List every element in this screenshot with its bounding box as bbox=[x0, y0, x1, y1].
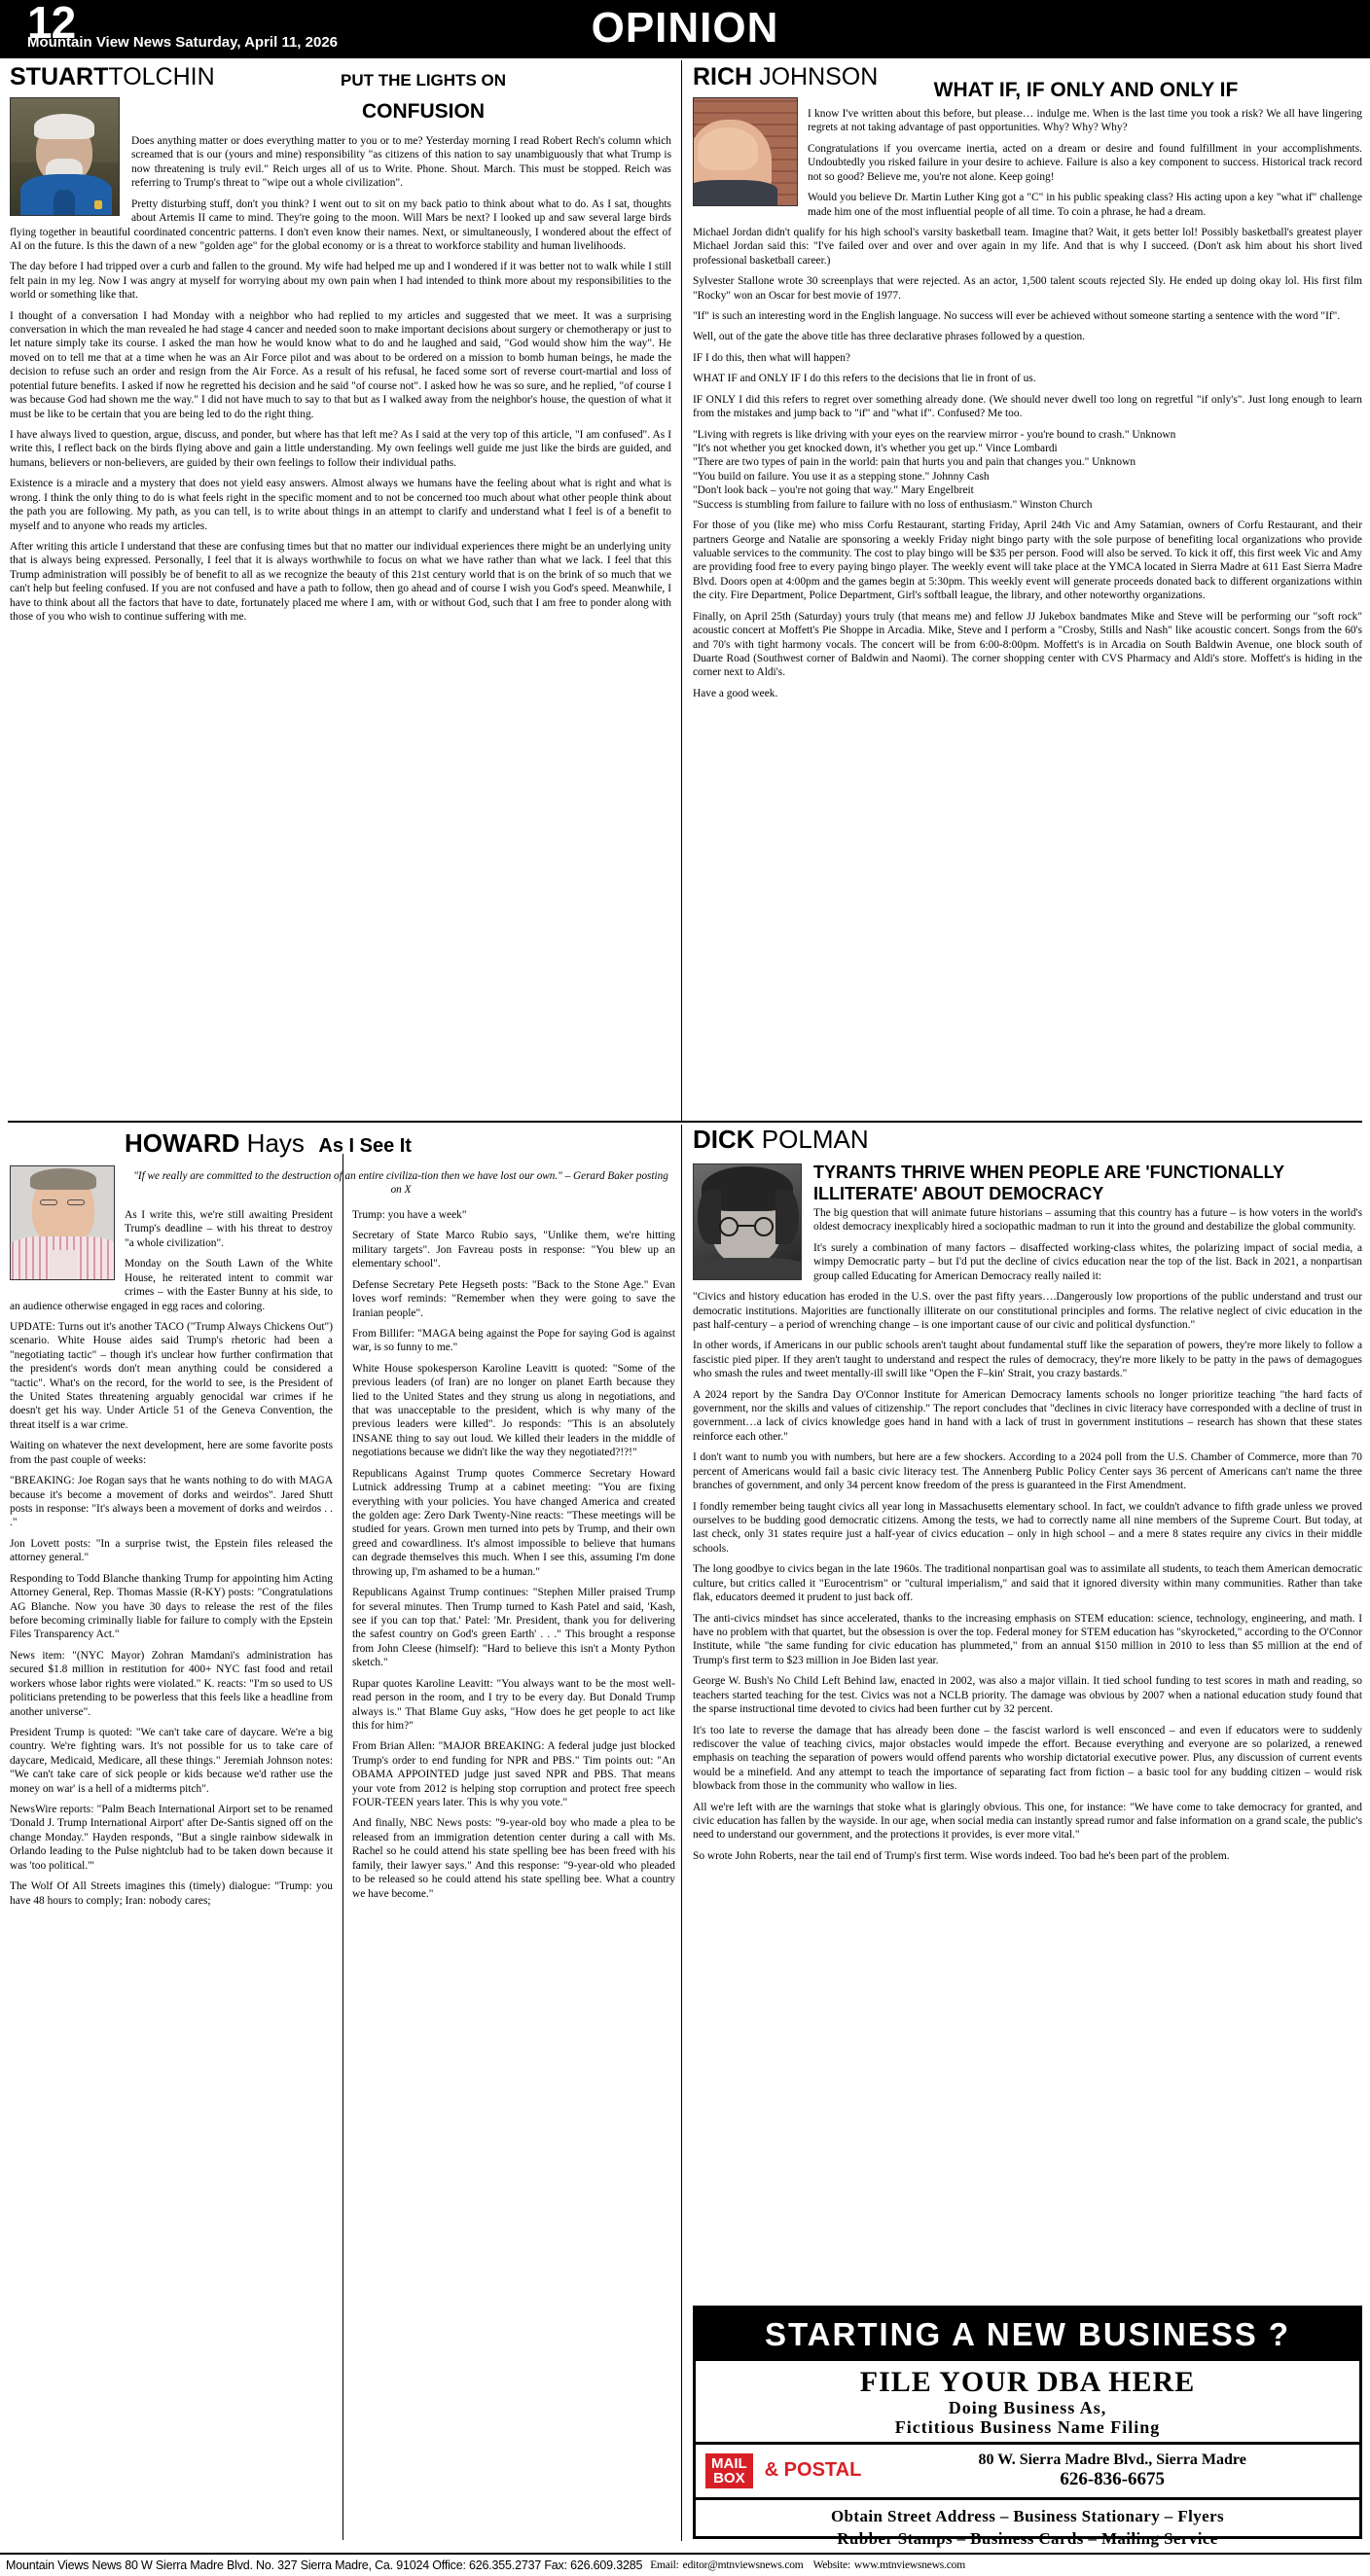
dick-para-3: In other words, if Americans in our public schools aren't taught about fundamental stuff like the separation of powers, they're more likely to follow a fascistic pied piper. If they aren't taught to understand and respect the rules of democracy, they're more likely to be patty in the paws of demagogues who smash the rules and tweet mentally-ill swill like "Open the F–kin' Strait, you crazy bastards." bbox=[693, 1340, 1362, 1380]
howard-left-6: Responding to Todd Blanche thanking Trump for appointing him Acting Attorney General, Rep. Thomas Massie (R-KY) posts: "Congratulations AG Blanche. Now you have 30 days to release the rest of the files before becoming criminally liable for failure to comply with the Epstein Files Transparency Act." bbox=[10, 1572, 333, 1641]
howard-epigraph: "If we really are committed to the destruction of an entire civiliza-tion then we have lost our own." – Gerard Baker posting on X bbox=[133, 1170, 668, 1196]
dba-advertisement[interactable] bbox=[693, 2306, 1362, 2548]
howard-left-4: "BREAKING: Joe Rogan says that he wants nothing to do with MAGA because it's become a movement of dorks and weirdos". Jared Shutt posts in response: "It's always been a movement of dorks and weirdos . . ." bbox=[10, 1475, 333, 1529]
ad-address: 80 W. Sierra Madre Blvd., Sierra Madre bbox=[978, 2451, 1246, 2468]
ad-contact-row bbox=[696, 2445, 1359, 2500]
howard-right-2: Defense Secretary Pete Hegseth posts: "Back to the Stone Age." Evan loves worf reminds: "Remember when they were going to save the Iranian people". bbox=[352, 1278, 675, 1319]
stuart-para-4: I have always lived to question, argue, discuss, and ponder, but where has that left me? As I said at the very top of this article, "I am confused". As I write this, I reflect back on the birds flying above and gain a little understanding. My own feelings well guide me just like the birds are guided, and humans, believers or non-believers, are guided by their own feelings to follow their individual paths. bbox=[10, 429, 671, 469]
ad-services-line1: Obtain Street Address – Business Stationary – Flyers bbox=[830, 2506, 1225, 2525]
publication-date-line: Mountain View News Saturday, April 11, 2026 bbox=[27, 34, 338, 51]
byline-stuart-last: TOLCHIN bbox=[108, 63, 215, 90]
rich-quote-0: "Living with regrets is like driving with your eyes on the rearview mirror - you're bound to crash." Unknown bbox=[693, 428, 1176, 441]
dick-para-9: George W. Bush's No Child Left Behind law, enacted in 2002, was also a major villain. It tied school funding to test scores in math and reading, so teachers started teaching for the test. Civics was not a NCLB priority. The damage was obvious by 2007 when a national education study found that the sparse instructional time devoted to civics had been further cut by 32 percent. bbox=[693, 1675, 1362, 1716]
rich-quote-1: "It's not whether you get knocked down, it's whether you get up." Vince Lombardi bbox=[693, 443, 1058, 455]
rich-quote-3: "You build on failure. You use it as a stepping stone." Johnny Cash bbox=[693, 470, 990, 483]
footer-bar bbox=[0, 2553, 1370, 2576]
ad-postal-label: & POSTAL bbox=[764, 2459, 862, 2482]
column-dick-polman bbox=[693, 1127, 1362, 2284]
column-rich-johnson bbox=[693, 64, 1362, 1115]
dick-para-1: It's surely a combination of many factors – disaffected working-class whites, the polarizing impact of social media, a wimpy Democratic party – but I'd put the decline of civics education near the top of the list. Back in 2021, a nonpartisan group called Educating for American Democracy really nailed it: bbox=[813, 1241, 1362, 1282]
byline-dick-first: DICK bbox=[693, 1125, 755, 1154]
howard-right-0: Trump: you have a week" bbox=[352, 1209, 467, 1221]
rich-para-6: Well, out of the gate the above title has three declarative phrases followed by a question. bbox=[693, 331, 1085, 343]
howard-left-3: Waiting on whatever the next development, here are some favorite posts from the past couple of weeks: bbox=[10, 1440, 333, 1466]
howard-right-9: And finally, NBC News posts: "9-year-old boy who made a plea to be released from an immigration detention center during a call with Ms. Rachel so he could attend his state spelling bee has been freed with his family, their lawyer says." And this response: "9-year-old who pleaded to be released so he could attend his state spelling bee. What a country we have become." bbox=[352, 1817, 675, 1900]
ad-dba-line3: Fictitious Business Name Filing bbox=[894, 2417, 1161, 2438]
headline-stuart-line2: CONFUSION bbox=[362, 100, 485, 123]
rich-closing-0: For those of you (like me) who miss Corfu Restaurant, starting Friday, April 24th Vic and Amy Satamian, owners of Corfu Restaurant, and their partners George and Natalie are sponsoring a weekly Friday night bingo party with the sole purpose of benefiting local organizations who provide valuable services to the community. The cost to play bingo will be $35 per person. Food will also be served. To kick it off, this first week Vic and Amy are providing food free to every paying bingo player. The weekly event will take place at the YMCA located in Sierra Madre at 611 East Sierra Madre Blvd. Doors open at 4:00pm and the games begin at 5:30pm. This weekly event will generate proceeds donated back to different organizations within the city. Fire Department, Police Department, Girl's softball league, the library, and other noteworthy organizations. bbox=[693, 519, 1362, 602]
ad-dba-line2: Doing Business As, bbox=[948, 2397, 1107, 2417]
dick-para-2: "Civics and history education has eroded in the U.S. over the past fifty years….Dangerously low proportions of the public understand and trust our democratic institutions. Majorities are functionally illiterate on our constitutional principles and forms. The relative neglect of civic education in the past half-century – a period of wrenching change – is one important cause of our civic and political dysfunction." bbox=[693, 1291, 1362, 1331]
stuart-body bbox=[10, 134, 671, 631]
footer-website[interactable]: www.mtnviewsnews.com bbox=[853, 2559, 965, 2571]
ad-services-line2: Rubber Stamps – Business Cards – Mailing Service bbox=[837, 2528, 1218, 2548]
howard-right-6: Republicans Against Trump continues: "Stephen Miller praised Trump for several minutes. Then Trump turned to Kash Patel and said, 'Kash, see if you can top that.' Patel: 'Mr. President, thank you for delivering the safest country on God's green Earth' . . ." This brought a response from John Cleese (himself): "Hard to believe this isn't a Monty Python sketch." bbox=[352, 1587, 675, 1669]
stuart-para-0: Does anything matter or does everything matter to you or to me? Yesterday morning I read Robert Rech's column which screamed that is our (yours and mine) responsibility "as citizens of this nation to say unambiguously that what Trump is now threatening is truly evil." Reich urges all of us to Write. Phone. Shout. March. This must be stopped. Reich was referring to Trump's threat to "wipe out a whole civilization". bbox=[131, 135, 671, 190]
page-number: 12 bbox=[27, 0, 76, 48]
byline-howard-last: Hays bbox=[246, 1128, 305, 1158]
rich-quote-5: "Success is stumbling from failure to failure with no loss of enthusiasm." Winston Church bbox=[693, 498, 1093, 511]
byline-howard-tag: As I See It bbox=[318, 1135, 412, 1157]
dick-body bbox=[693, 1206, 1362, 1870]
dick-para-5: I don't want to numb you with numbers, but here are a few shockers. According to a 2024 poll from the U.S. Chamber of Commerce, more than 70 percent of Americans would fail a basic civic literacy test. The Annenberg Public Policy Center says 36 percent of Americans can't name the three branches of government, and only 34 percent know freedom of the press is guaranteed in the First Amendment. bbox=[693, 1451, 1362, 1492]
howard-right-7: Rupar quotes Karoline Leavitt: "You always want to be the most well-read person in the room, and I try to be every day. But Donald Trump always is." That Blame Guy asks, "How does he get people to act like this for him?" bbox=[352, 1677, 675, 1732]
stuart-para-2: The day before I had tripped over a curb and fallen to the ground. My wife had helped me up and I wondered if it was better not to walk while I still felt pain in my leg. Now I was angry at myself for worrying about my own pain when I had intended to think more about my responsibilities to the world or something like that. bbox=[10, 261, 671, 302]
stuart-para-5: Existence is a miracle and a mystery that does not yield easy answers. Almost always we humans have the feeling about what is right and what is wrong. I think the only thing to do is what feels right in the specific moment and to not be concerned too much about what other people think about the path you are following. My path, as you can tell, is to write about things in an attempt to clarify and understand what I feel is of a benefit to myself and to anyone who reads my articles. bbox=[10, 478, 671, 532]
ad-dba-line1: FILE YOUR DBA HERE bbox=[859, 2366, 1196, 2398]
howard-left-10: The Wolf Of All Streets imagines this (timely) dialogue: "Trump: you have 48 hours to comply; Iran: nobody cares; bbox=[10, 1880, 333, 1907]
dick-para-11: All we're left with are the warnings that stoke what is glaringly obvious. This one, for instance: "We have come to take democracy for granted, and civic education has fallen by the wayside. In our age, when social media can instantly spread rumor and false information on a grand scale, the public's need to understand our government, and the protections it provides, is ever more vital." bbox=[693, 1801, 1362, 1842]
rich-closing-2: Have a good week. bbox=[693, 687, 778, 699]
rich-quote-list bbox=[693, 428, 1362, 513]
stuart-para-1: Pretty disturbing stuff, don't you think? I went out to sit on my back patio to think about what to do. As I sat, thoughts about Artemis II came to mind. They're going to the moon. Will Mars be next? I looked up and saw several large birds flying together in beautiful coordinated concentric patterns. I don't even know their names. Next, or simultaneously, I wondered about the effect of AI on the future. Is this the dawn of a new "golden age" for the global economy or is a threat to workforce stability and human livelihoods. bbox=[10, 197, 671, 252]
rich-closing-1: Finally, on April 25th (Saturday) yours truly (that means me) and fellow JJ Jukebox bandmates Mike and Steve will be performing our "soft rock" acoustic concert at Moffett's Pie Shoppe in Arcadia. Mike, Steve and I perform a "Crosby, Stills and Nash" like acoustic concert. Songs from the 60's and 70's with tight harmony vocals. The concert will be from 6:00-8:00pm. Moffett's is in Arcadia on South Baldwin Avenue, one block south of Duarte Road (Southwest corner of Baldwin and Naomi). The corner shopping center with CVS Pharmacy and Aldi's store. Moffett's is hiding in the corner next to Aldi's. bbox=[693, 610, 1362, 679]
rich-para-5: "If" is such an interesting word in the English language. No success will ever be achieved without someone starting a sentence with the word "If". bbox=[693, 310, 1341, 323]
stuart-para-3: I thought of a conversation I had Monday with a neighbor who had replied to my articles and suggested that we meet. It was a surprising conversation in which the man revealed he had stage 4 cancer and needed soon to make important decisions about surgery or chemotherapy or just to let nature simply take its course. I asked the man how he would know what to do and he laughed and said, "God would show him the way". He moved on to tell me that at a time when he was an Air Force pilot and was about to be ordered on a mission to bomb human beings, he made the decision to refuse such an order and resign from the Air Force. As a result of his refusal, he faced some sort of reverse court-martial and loss of potential future benefits. I asked if now he regretted his decision and he said "of course not". I asked how he was so sure, and he replied, "of course I was because God had shown me the way." I did not have much to say to that but as I walked away from the neighbor's house, the question of what it must be like to be certain that you are being led to do the right thing. bbox=[10, 309, 671, 420]
headline-dick-line2: ILLITERATE' ABOUT DEMOCRACY bbox=[813, 1184, 1104, 1203]
headline-dick-line1: TYRANTS THRIVE WHEN PEOPLE ARE 'FUNCTIONALLY bbox=[813, 1163, 1284, 1182]
howard-left-9: NewsWire reports: "Palm Beach International Airport set to be renamed 'Donald J. Trump International Airport' after De-Santis signed off on the change Monday." Hayden responds, "But a single rainbow sidewalk in Orlando leading to the Pulse nightclub had to be taken down because it was 'too political.'" bbox=[10, 1804, 333, 1872]
howard-subcolumn-right bbox=[352, 1208, 675, 2522]
dick-para-0: The big question that will animate future historians – assuming that this country has a future – is how voters in the world's oldest democracy inexplicably hired a sociopathic madman to run it into the ground and destabilize the global community. bbox=[813, 1207, 1362, 1234]
rich-para-7: IF I do this, then what will happen? bbox=[693, 351, 850, 364]
headline-rich: WHAT IF, IF ONLY AND ONLY IF bbox=[933, 79, 1239, 101]
headline-stuart-line1: PUT THE LIGHTS ON bbox=[341, 71, 506, 89]
howard-right-4: White House spokesperson Karoline Leavitt is quoted: "Some of the previous leaders (of Iran) are no longer on planet Earth because they lied to the United States and they strung us along in negotiations, and that was unacceptable to the president, which is why many of the previous leaders were killed". Jo responds: "This is an absolutely INSANE thing to say out loud. We killed their leaders in the middle of negotiations because we didn't like the way they negotiated?!?!" bbox=[352, 1362, 675, 1459]
howard-right-8: From Brian Allen: "MAJOR BREAKING: A federal judge just blocked Trump's order to end funding for NPR and PBS." Tim points out: "An OBAMA APPOINTED judge just saved NPR and PBS. That means your vote from 2012 is helping stop corruption and protect free speech FOUR-TEEN years later. This is why you vote." bbox=[352, 1740, 675, 1809]
howard-subcolumn-left bbox=[10, 1208, 333, 2522]
footer-website-label: Website: bbox=[812, 2559, 850, 2571]
howard-right-3: From Billifer: "MAGA being against the Pope for saying God is against war, is so funny to me." bbox=[352, 1327, 675, 1354]
byline-dick bbox=[693, 1127, 869, 1153]
rich-quote-2: "There are two types of pain in the world: pain that hurts you and pain that changes you." Unknown bbox=[693, 456, 1136, 469]
rich-para-3: Michael Jordan didn't qualify for his high school's varsity basketball team. Imagine that? Wait, it gets better lol! Possibly basketball's greatest player Michael Jordan said this: "I've failed over and over and over again in my life. And that is why I succeed. (Don't ask him about his short lived professional basketball career.) bbox=[693, 226, 1362, 267]
byline-howard bbox=[125, 1130, 412, 1157]
howard-left-1: Monday on the South Lawn of the White House, he reiterated intent to commit war crimes – with the Easter Bunny at his side, to an audience otherwise engaged in egg races and coloring. bbox=[10, 1258, 333, 1312]
howard-left-2: UPDATE: Turns out it's another TACO ("Trump Always Chickens Out") scenario. White House aides said Trump's rhetoric had been a "negotiating tactic" – though it's unclear how further confirmation that the president's words don't mean anything could be considered a "tactic". What's on the record, for the world to see, is the President of the United States threatening arguably genocidal war crimes if he doesn't get his way. Under Article 51 of the Geneva Convention, the threat itself is a war crime. bbox=[10, 1320, 333, 1431]
rich-para-2: Would you believe Dr. Martin Luther King got a "C" in his public speaking class? His acting upon a key "what if" challenge made him one of the most influential people of all time. To coin a phrase, he had a dream. bbox=[808, 192, 1362, 218]
howard-right-1: Secretary of State Marco Rubio says, "Unlike them, we're hitting military targets". Jon Favreau posts in response: "You blew up an elementary school". bbox=[352, 1230, 675, 1270]
ad-services-block bbox=[696, 2500, 1359, 2557]
howard-left-8: President Trump is quoted: "We can't take care of daycare. We're a big country. We're fighting wars. It's not possible for us to take care of daycare, Medicaid, Medicare, all these things." Jeremiah Johnson notes: "We can't take care of sick people or kids because we'd rather use the money on war' is a hell of a midterms pitch". bbox=[10, 1726, 333, 1795]
howard-left-0: As I write this, we're still awaiting President Trump's deadline – with his threat to destroy "a whole civilization". bbox=[125, 1209, 333, 1249]
masthead bbox=[0, 0, 1370, 58]
mailbox-logo bbox=[705, 2453, 753, 2488]
howard-right-5: Republicans Against Trump quotes Commerce Secretary Howard Lutnick addressing Trump at a cabinet meeting: "You are fixing everything with your policies. You have changed America and created the golden age: Zero Dark Twenty-Nine reacts: "These meetings will be studied for years. Grown men turned into pets by Trump, and their own greed and cowardliness. It's almost impossible to believe that humans can degrade themselves this much. When I see this, assuming I'm done throwing up, I'm ashamed to be a human." bbox=[352, 1467, 675, 1578]
rich-quote-4: "Don't look back – you're not going that way." Mary Engelbreit bbox=[693, 484, 974, 497]
dick-para-6: I fondly remember being taught civics all year long in Massachusetts elementary school. In fact, we couldn't advance to fifth grade unless we proved ourselves to be budding good democratic citizens. Among the tests, we had to correctly name all nine members of the Supreme Court. But today, at last check, only 31 states require just a half-year of civics education – only in high school – and a mere 8 states require any civics in their middle schools. bbox=[693, 1500, 1362, 1555]
dick-para-7: The long goodbye to civics began in the late 1960s. The traditional nonpartisan goal was to assimilate all students, to teach them American democratic culture, but critics called it "Eurocentrism" or "cultural imperialism," and said that it ignored diversity within many communities. Rather than take flak, educators deemed it prudent to just back off. bbox=[693, 1563, 1362, 1604]
howard-left-7: News item: "(NYC Mayor) Zohran Mamdani's administration has secured $1.8 million in restitution for 400+ NYC fast food and retail workers whose labor rights were violated." K. reacts: "I'm so used to US politicians pretending to be powerless that this feels like a headline from another universe". bbox=[10, 1649, 333, 1718]
byline-howard-first: HOWARD bbox=[125, 1128, 240, 1158]
rich-body bbox=[693, 107, 1362, 707]
dick-para-8: The anti-civics mindset has since accelerated, thanks to the increasing emphasis on STEM education: science, technology, engineering, and math. I have no problem with that quartet, but the obsession is over the top. Federal money for STEM education has "skyrocketed," according to the O'Connor Institute, while "the same funding for civic education has plummeted," from an annual $150 million in 2010 to less than $5 million at the end of Trump's first term to $23 million in Joe Biden last year. bbox=[693, 1612, 1362, 1666]
section-title: OPINION bbox=[591, 4, 779, 52]
mailbox-logo-line2: BOX bbox=[713, 2469, 745, 2487]
footer-contact: Mountain Views News 80 W Sierra Madre Blvd. No. 327 Sierra Madre, Ca. 91024 Office: 626.355.2737 Fax: 626.609.3285 bbox=[6, 2558, 643, 2572]
column-stuart-tolchin bbox=[10, 64, 671, 1115]
rich-para-4: Sylvester Stallone wrote 30 screenplays that were rejected. As an actor, 1,500 talent scouts rejected Sly. He ended up doing okay lol. His first film "Rocky" won an Oscar for best movie of 1977. bbox=[693, 275, 1362, 302]
ad-headline: STARTING A NEW BUSINESS ? bbox=[696, 2308, 1359, 2361]
dick-para-12: So wrote John Roberts, near the tail end of Trump's first term. Wise words indeed. Too bad he's been part of the problem. bbox=[693, 1849, 1230, 1862]
footer-email[interactable]: editor@mtnviewsnews.com bbox=[682, 2559, 804, 2571]
ad-dba-block bbox=[696, 2361, 1359, 2445]
rich-para-8: WHAT IF and ONLY IF I do this refers to the decisions that lie in front of us. bbox=[693, 373, 1036, 385]
byline-rich-last: JOHNSON bbox=[759, 63, 879, 90]
vertical-divider-bottom bbox=[681, 1125, 682, 2541]
vertical-divider-top bbox=[681, 60, 682, 1121]
byline-rich-first: RICH bbox=[693, 63, 753, 90]
footer-email-label: Email: bbox=[650, 2559, 679, 2571]
column-howard-hays bbox=[10, 1130, 675, 2531]
rich-para-1: Congratulations if you overcame inertia, acted on a dream or desire and found fulfillment in your accomplishments. Undoubtedly you risked failure in your desire to achieve. Failure is also a key component to success. Historical track record not so good? Believe me, you're not alone. Keep going! bbox=[808, 142, 1362, 183]
rich-para-9: IF ONLY I did this refers to regret over something already done. (We should never dwell too long on regretful "if only's". Just long enough to learn from the mistakes and jump back to "if" and "what if". Confused? Me too. bbox=[693, 393, 1362, 420]
dick-para-10: It's too late to reverse the damage that has already been done – the fascist warlord is well ensconced – and even if educators were to suddenly rediscover the value of teaching civics, major obstacles would impede the effort. Because everything and everyone are so polarized, a renewed emphasis on teaching the separation of powers would offend parents who worship dictatorial executive power. Plus, any discussion of current events would be a minefield. And any attempt to teach the importance of separating fact from fiction – a basic tool for any budding citizen – would risk blowback from those in the community who wallow in lies. bbox=[693, 1724, 1362, 1793]
howard-left-5: Jon Lovett posts: "In a surprise twist, the Epstein files released the attorney general." bbox=[10, 1537, 333, 1564]
ad-phone: 626-836-6675 bbox=[1060, 2469, 1165, 2490]
rich-para-0: I know I've written about this before, but please… indulge me. When is the last time you took a risk? We all have lingering regrets at not taking advantage of past opportunities. Why? Why? Why? bbox=[808, 108, 1362, 134]
mailbox-logo-line1: MAIL bbox=[711, 2454, 747, 2472]
ad-address-block bbox=[875, 2451, 1350, 2491]
horizontal-divider-mid bbox=[8, 1121, 1362, 1123]
dick-para-4: A 2024 report by the Sandra Day O'Connor Institute for American Democracy laments schools no longer prioritize teaching "the hard facts of government, nor the skills and values of citizenship." The report concludes that "declines in civic literacy have corresponded with a decline of trust in government…a lack of civics knowledge goes hand in hand with a lack of trust in government institutions – research has shown that these states reinforce each other." bbox=[693, 1388, 1362, 1443]
byline-dick-last: POLMAN bbox=[761, 1125, 869, 1154]
byline-stuart-first: STUART bbox=[10, 63, 109, 90]
stuart-para-6: After writing this article I understand that these are confusing times but that no matter our individual experiences there might be an underlying unity that is always being expressed. Personally, I feel that it is always worthwhile to focus on what we have rather than what we lack. I feel that this Trump administration will possibly be of benefit to all as we recognize the beauty of this 21st century world that is on the brink of so much that we can't help but feeling confused. If you are not confused and have a path to follow, then go ahead and of course I wish you God's speed. Meanwhile, I have to think about all the factors that have to date, fortunately placed me where I am, with or without God, such that I am free to ponder along with those of you who wish to continue suffering with me. bbox=[10, 540, 671, 624]
